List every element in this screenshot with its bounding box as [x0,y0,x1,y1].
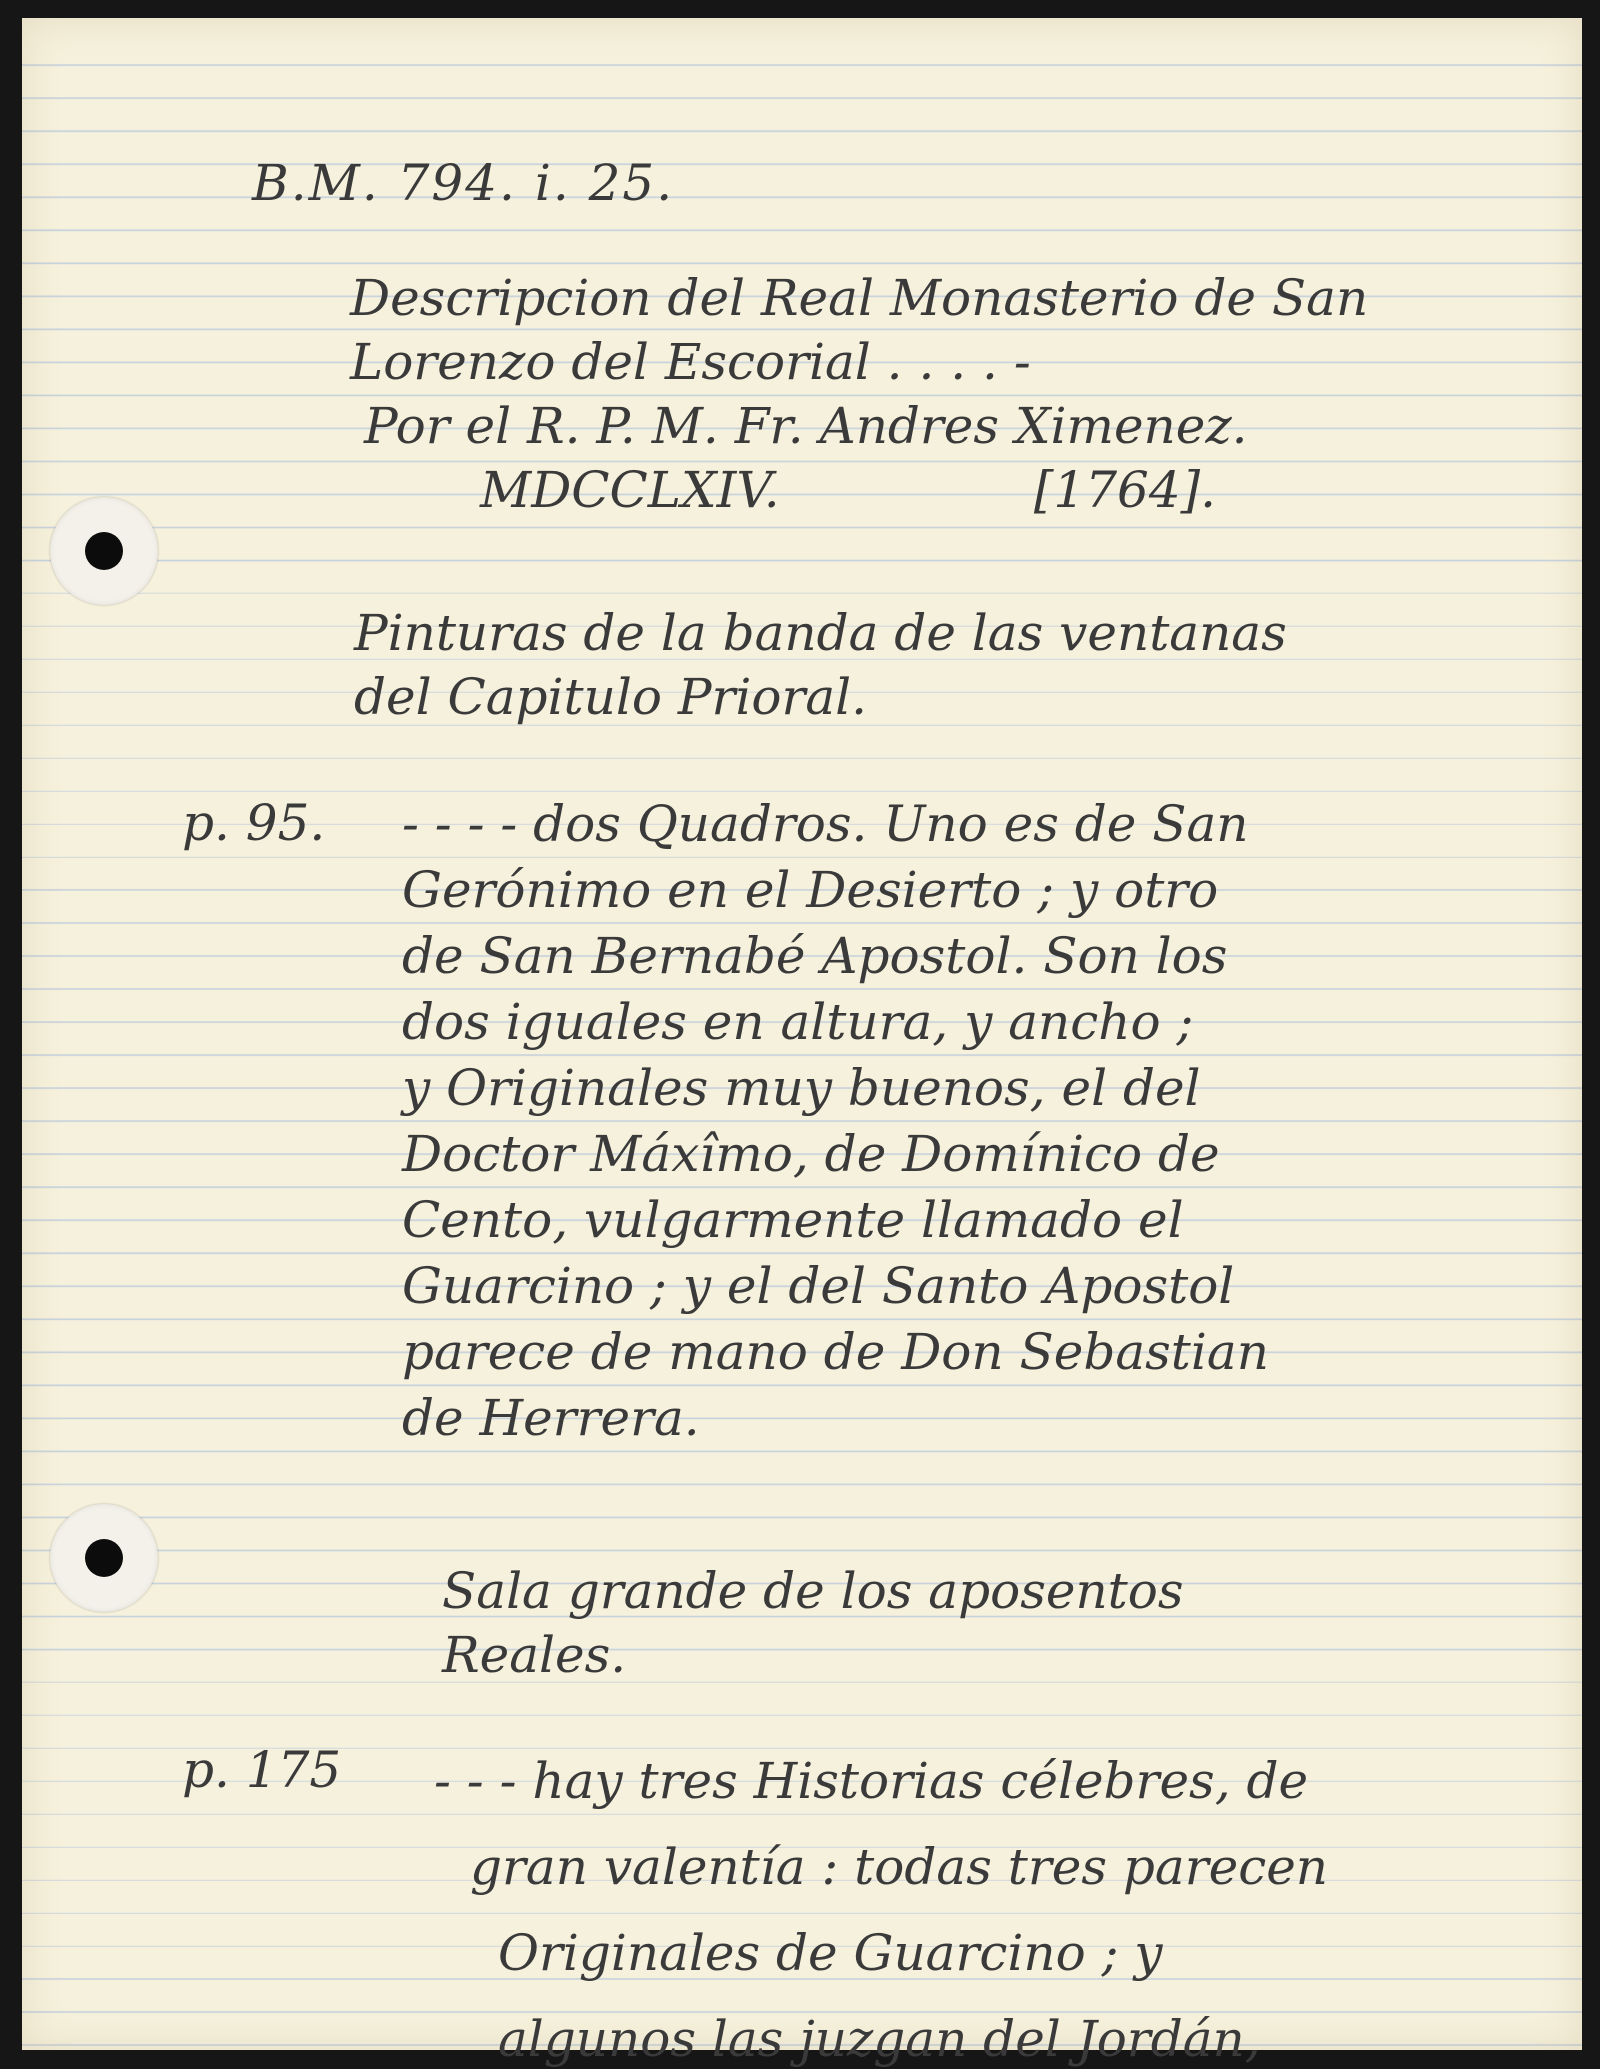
text-line: Originales de Guarcino ; y [498,1924,1163,1982]
heading-line: Reales. [442,1626,627,1684]
text-line: gran valentía : todas tres parecen [470,1838,1328,1896]
text-line: algunos las juzgan del Jordán, [498,2010,1261,2068]
notebook-page [22,18,1582,2068]
section-1-heading [354,601,1287,729]
title-line: Por el R. P. M. Fr. Andres Ximenez. [364,397,1248,455]
book-title-block [350,266,1368,522]
title-line: MDCCLXIV. [1764]. [480,461,1217,519]
section-1-text [402,791,1269,1451]
text-line: Cento, vulgarmente llamado el [402,1191,1184,1249]
library-reference: B.M. 794. i. 25. [252,154,675,212]
punch-hole-top [50,497,158,605]
punch-hole-bottom [50,1504,158,1612]
text-line: Gerónimo en el Desierto ; y otro [402,861,1219,919]
text-line: - - - - dos Quadros. Uno es de San [402,795,1249,853]
text-line: Guarcino ; y el del Santo Apostol [402,1257,1235,1315]
section-2-heading [442,1559,1184,1687]
title-line: Descripcion del Real Monasterio de San [350,269,1369,327]
heading-line: Sala grande de los aposentos [442,1562,1184,1620]
section-2-text [434,1738,1328,2069]
page-ref-175: p. 175 [182,1741,342,1799]
text-line: - - - hay tres Historias célebres, de [434,1752,1309,1810]
text-line: parece de mano de Don Sebastian [402,1323,1269,1381]
text-line: de San Bernabé Apostol. Son los [402,927,1228,985]
text-line: y Originales muy buenos, el del [402,1059,1201,1117]
heading-line: Pinturas de la banda de las ventanas [354,604,1287,662]
page-ref-95: p. 95. [182,794,326,852]
text-line: de Herrera. [402,1389,700,1447]
text-line: dos iguales en altura, y ancho ; [402,993,1194,1051]
heading-line: del Capitulo Prioral. [354,668,868,726]
text-line: Doctor Máxîmo, de Domínico de [402,1125,1220,1183]
title-line: Lorenzo del Escorial . . . . - [350,333,1031,391]
